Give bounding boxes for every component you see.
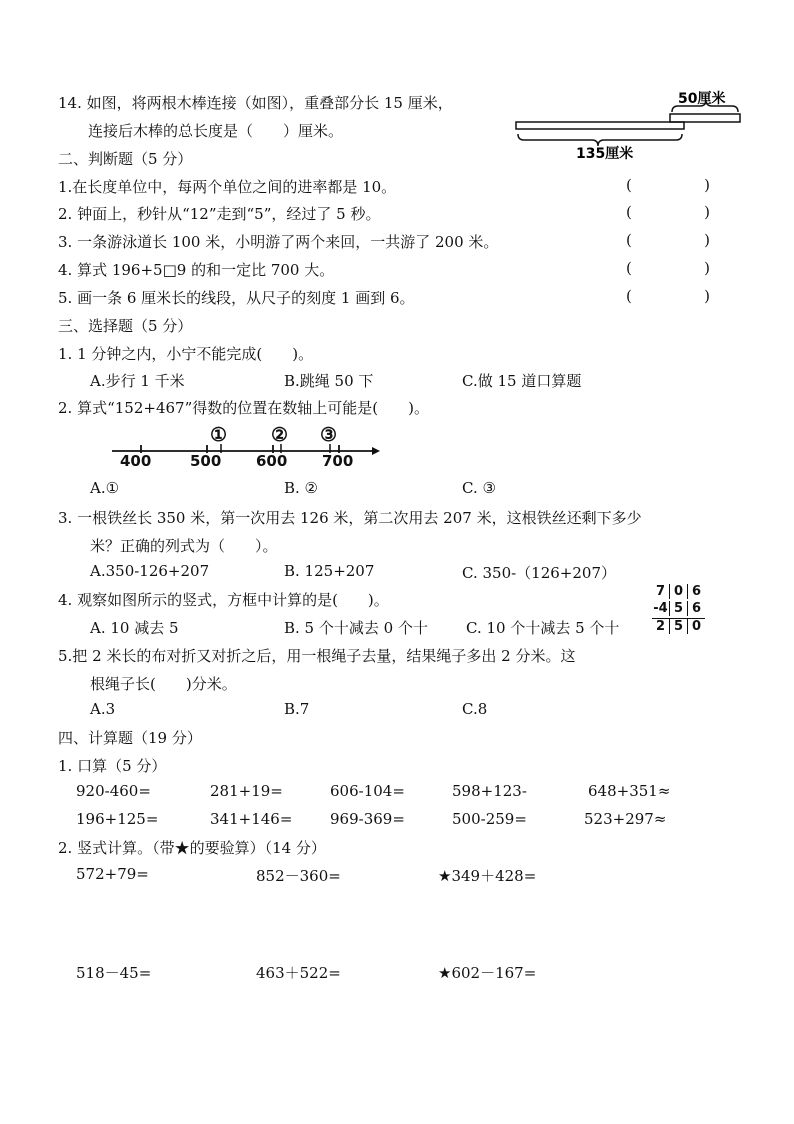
- oral-calc-title: 1. 口算（5 分）: [58, 757, 167, 775]
- vertical-subtraction: 7 0 6 -4 5 6 2 5 0: [652, 583, 705, 634]
- label-50cm: 50厘米: [678, 91, 726, 107]
- judge-item-3: 3. 一条游泳道长 100 米，小明游了两个来回，一共游了 200 米。: [58, 233, 499, 251]
- vertical-calc-item: 852－360=: [256, 867, 341, 885]
- section4-title: 四、计算题（19 分）: [58, 729, 202, 747]
- numline-mark-1: ①: [210, 424, 228, 446]
- numline-tick-600: 600: [256, 452, 288, 470]
- numline-mark-2: ②: [271, 424, 289, 446]
- stick-diagram: [510, 84, 750, 164]
- answer-paren[interactable]: ( ): [626, 231, 710, 249]
- choice-q5-a[interactable]: A.3: [90, 700, 116, 718]
- oral-calc-item: 598+123-: [452, 782, 527, 800]
- judge-item-2: 2. 钟面上，秒针从“12”走到“5”，经过了 5 秒。: [58, 205, 381, 223]
- vertical-calc-item: ★349＋428=: [438, 867, 537, 885]
- numline-mark-3: ③: [320, 424, 338, 446]
- vertical-calc-item: 518－45=: [76, 964, 152, 982]
- judge-item-4: 4. 算式 196+5□9 的和一定比 700 大。: [58, 261, 335, 279]
- section2-title: 二、判断题（5 分）: [58, 150, 193, 168]
- oral-calc-item: 648+351≈: [588, 782, 671, 800]
- judge-item-5: 5. 画一条 6 厘米长的线段，从尺子的刻度 1 画到 6。: [58, 289, 415, 307]
- vertical-calc-item: ★602－167=: [438, 964, 537, 982]
- choice-q3-a[interactable]: A.350-126+207: [90, 562, 210, 580]
- oral-calc-item: 920-460=: [76, 782, 151, 800]
- choice-q4-c[interactable]: C. 10 个十减去 5 个十: [466, 619, 620, 637]
- choice-q4-a[interactable]: A. 10 减去 5: [90, 619, 179, 637]
- oral-calc-item: 500-259=: [452, 810, 527, 828]
- answer-paren[interactable]: ( ): [626, 176, 710, 194]
- label-135cm: 135厘米: [576, 146, 634, 162]
- choice-q3-stem-1: 3. 一根铁丝长 350 米，第一次用去 126 米，第二次用去 207 米，这根铁丝还剩下多少: [58, 509, 642, 527]
- choice-q4-b[interactable]: B. 5 个十减去 0 个十: [284, 619, 428, 637]
- choice-q2-stem: 2. 算式“152+467”得数的位置在数轴上可能是( )。: [58, 399, 429, 417]
- choice-q3-b[interactable]: B. 125+207: [284, 562, 375, 580]
- choice-q5-b[interactable]: B.7: [284, 700, 310, 718]
- choice-q2-c[interactable]: C. ③: [462, 479, 496, 497]
- oral-calc-item: 523+297≈: [584, 810, 667, 828]
- choice-q2-b[interactable]: B. ②: [284, 479, 319, 497]
- choice-q2-a[interactable]: A.①: [90, 479, 120, 497]
- vertical-calc-item: 463＋522=: [256, 964, 341, 982]
- answer-paren[interactable]: ( ): [626, 259, 710, 277]
- oral-calc-item: 969-369=: [330, 810, 405, 828]
- vertical-calc-item: 572+79=: [76, 865, 149, 883]
- choice-q5-stem-2: 根绳子长( )分米。: [90, 675, 237, 693]
- oral-calc-item: 606-104=: [330, 782, 405, 800]
- choice-q3-c[interactable]: C. 350-（126+207）: [462, 564, 617, 582]
- choice-q3-stem-2: 米？正确的列式为（ ）。: [90, 537, 278, 555]
- section3-title: 三、选择题（5 分）: [58, 317, 193, 335]
- choice-q1-stem: 1. 1 分钟之内，小宁不能完成( )。: [58, 345, 314, 363]
- choice-q5-stem-1: 5.把 2 米长的布对折又对折之后，用一根绳子去量，结果绳子多出 2 分米。这: [58, 647, 576, 665]
- choice-q1-a[interactable]: A.步行 1 千米: [90, 372, 185, 390]
- numline-tick-400: 400: [120, 452, 152, 470]
- q14-line1: 14. 如图，将两根木棒连接（如图），重叠部分长 15 厘米，: [58, 94, 453, 112]
- choice-q1-c[interactable]: C.做 15 道口算题: [462, 372, 582, 390]
- choice-q4-stem: 4. 观察如图所示的竖式，方框中计算的是( )。: [58, 591, 389, 609]
- answer-paren[interactable]: ( ): [626, 203, 710, 221]
- answer-paren[interactable]: ( ): [626, 287, 710, 305]
- choice-q5-c[interactable]: C.8: [462, 700, 488, 718]
- choice-q1-b[interactable]: B.跳绳 50 下: [284, 372, 374, 390]
- numline-tick-700: 700: [322, 452, 354, 470]
- oral-calc-item: 196+125=: [76, 810, 159, 828]
- judge-item-1: 1.在长度单位中，每两个单位之间的进率都是 10。: [58, 178, 397, 196]
- q14-line2: 连接后木棒的总长度是（ ）厘米。: [88, 122, 344, 140]
- numline-tick-500: 500: [190, 452, 222, 470]
- vertical-calc-title: 2. 竖式计算。（带★的要验算）（14 分）: [58, 839, 326, 857]
- oral-calc-item: 281+19=: [210, 782, 283, 800]
- oral-calc-item: 341+146=: [210, 810, 293, 828]
